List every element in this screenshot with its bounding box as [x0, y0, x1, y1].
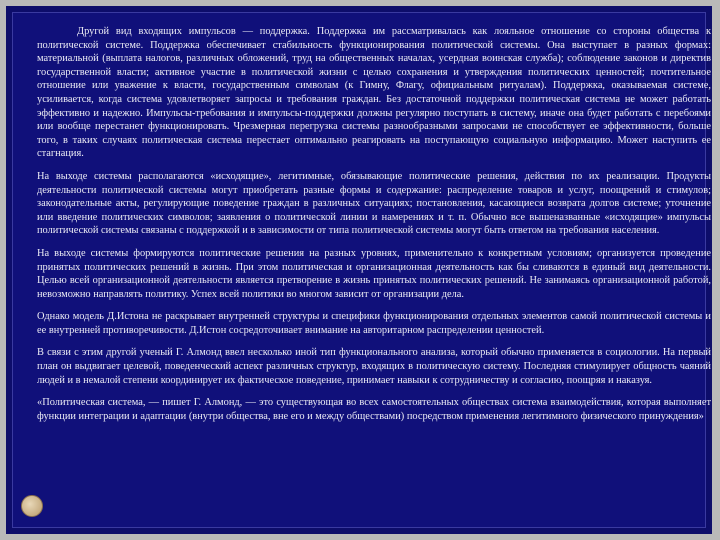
text-body — [37, 25, 711, 432]
paragraph-almond: В связи с этим другой ученый Г. Алмонд ввел несколько иной тип функционального анализа, который обычно применяется в социологии. На первый план он выдвигает целевой, поведенческий аспект различных структур, входящих в политическую систему. Последняя стимулирует общность чаяний людей и в немалой степени координирует их фактическое поведение, принимает навыки к сотрудничеству и согласию, поощряя и наказуя. — [37, 347, 711, 386]
paragraph-support: Другой вид входящих импульсов — поддержка. Поддержка им рассматривалась как лояльное отношение со стороны общества к политической системе. Поддержка обеспечивает стабильность функционирования политической системы. Она выступает в разных формах: материальной (выплата налогов, различных обложений, труд на общественных началах, усердная воинская служба); соблюдение законов и директив государственной власти; активное участие в политической жизни с целью сохранения и утверждения политических ценностей; почтительное отношение или уважение к власти, государственным символам (к Гимну, Флагу, официальным ритуалам). Поддержка, оказываемая системе, усиливается, когда система удовлетворяет запросы и требования граждан. Без достаточной поддержки политическая система не может работать эффективно и надежно. Импульсы-требования и импульсы-поддержки должны регулярно поступать в систему, иначе она будет работать с перебоями или вообще перестанет функционировать. Чрезмерная перегрузка системы разнообразными запросами не способствует ее эффективности, больше того, в таких случаях политическая система перестает оптимально реагировать на поступающую социальную информацию. Может наступить ее стагнация. — [37, 26, 711, 160]
paragraph-outputs: На выходе системы располагаются «исходящие», легитимные, обязывающие политические решения, действия по их реализации. Продукты деятельности политической системы могут приобретать разные формы и содержание: распределение товаров и услуг, поощрений и стимулов; законодательные акты, регулирующие поведение граждан в различных ситуациях; постановления, касающиеся возврата долгов системе; уточнение или введение политических символов; заявления о политической линии и намерениях и т. п. Обычно все вышеназванные «исходящие» импульсы политической системы связаны с поддержкой и в зависимости от типа политической системы могут быть ответом на требования населения. — [37, 170, 711, 237]
paragraph-decisions: На выходе системы формируются политические решения на разных уровнях, применительно к конкретным условиям; организуется проведение принятых политических решений в жизнь. При этом политическая и организационная деятельность как бы сливаются в единый вид деятельности. Целью всей организационной деятельности является претворение в жизнь принятых политических решений. Не занимаясь организационной работой, невозможно направлять политику. Успех всей политики во многом зависит от организации дела. — [37, 247, 711, 300]
paragraph-easton-model: Однако модель Д.Истона не раскрывает внутренней структуры и специфики функционирования отдельных элементов самой политической системы и ее внутренней противоречивости. Д.Истон сосредоточивает внимание на авторитарном распределении ценностей. — [37, 311, 711, 336]
paragraph-almond-quote: «Политическая система, — пишет Г. Алмонд, — это существующая во всех самостоятельных обществах система взаимодействия, которая выполняет функции интеграции и адаптации (внутри общества, вне его и между обществами) посредством применения легитимного физического принуждения» — [37, 397, 711, 422]
corner-logo-icon — [21, 495, 43, 517]
slide-panel — [12, 12, 711, 528]
